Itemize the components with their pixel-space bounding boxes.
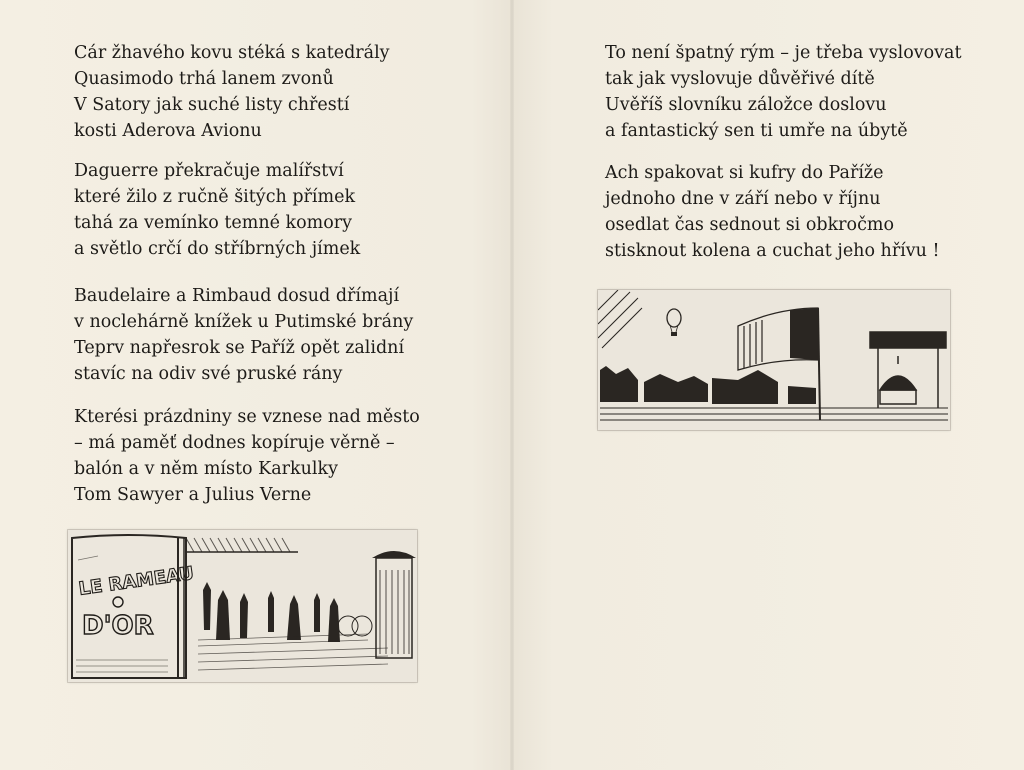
cafe-etching (68, 530, 417, 682)
left-stanza-1 (74, 40, 390, 144)
verse-line: jednoho dne v září nebo v říjnu (605, 189, 881, 209)
verse-line: kosti Aderova Avionu (74, 121, 262, 141)
verse-line: které žilo z ručně šitých přímek (74, 187, 356, 207)
verse-line: tahá za vemínko temné komory (74, 213, 353, 233)
verse-line: osedlat čas sednout si obkročmo (605, 215, 895, 235)
verse-line: Tom Sawyer a Julius Verne (74, 485, 312, 505)
cafe-scene-illustration (68, 530, 417, 682)
left-stanza-4 (74, 404, 420, 508)
verse-line: Quasimodo trhá lanem zvonů (74, 69, 334, 89)
sign-text-line2: D'OR (82, 611, 154, 641)
verse-line: a světlo crčí do stříbrných jímek (74, 239, 361, 259)
verse-line: tak jak vyslovuje důvěřivé dítě (605, 69, 875, 89)
left-stanza-2 (74, 158, 360, 262)
verse-line: V Satory jak suché listy chřestí (74, 95, 350, 115)
page-fold (510, 0, 514, 770)
verse-line: Ach spakovat si kufry do Paříže (605, 163, 884, 183)
verse-line: Kterési prázdniny se vznese nad město (74, 407, 420, 427)
verse-line: Baudelaire a Rimbaud dosud dřímají (74, 286, 400, 306)
verse-line: v noclehárně knížek u Putimské brány (74, 312, 414, 332)
verse-line: Uvěříš slovníku záložce doslovu (605, 95, 887, 115)
verse-line: To není špatný rým – je třeba vyslovovat (605, 43, 962, 63)
paris-skyline-etching (598, 290, 950, 430)
verse-line: – má paměť dodnes kopíruje věrně – (74, 433, 395, 453)
right-stanza-2 (605, 160, 940, 264)
verse-line: a fantastický sen ti umře na úbytě (605, 121, 908, 141)
verse-line: balón a v něm místo Karkulky (74, 459, 338, 479)
verse-line: Cár žhavého kovu stéká s katedrály (74, 43, 390, 63)
verse-line: stisknout kolena a cuchat jeho hřívu ! (605, 241, 940, 261)
verse-line: Daguerre překračuje malířství (74, 161, 344, 181)
verse-line: stavíc na odiv své pruské rány (74, 364, 343, 384)
right-stanza-1 (605, 40, 962, 144)
sign-text-line1: LE RAMEAU (77, 562, 196, 600)
verse-line: Teprv napřesrok se Paříž opět zalidní (74, 338, 405, 358)
paris-skyline-illustration (598, 290, 950, 430)
left-stanza-3 (74, 283, 413, 387)
